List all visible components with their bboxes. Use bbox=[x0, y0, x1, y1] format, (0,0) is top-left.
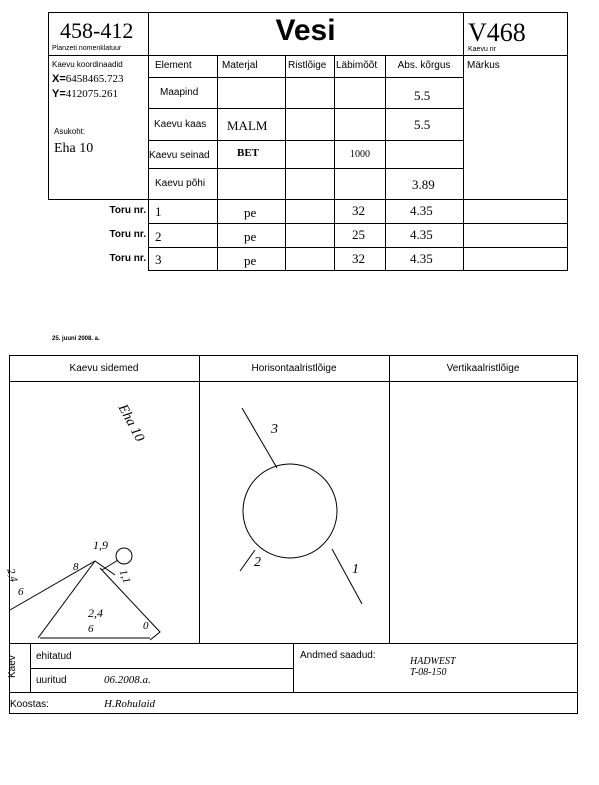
row-element: Kaevu põhi bbox=[155, 178, 206, 189]
well-id: V468 bbox=[468, 18, 526, 47]
sketch-6b: 6 bbox=[88, 623, 94, 635]
sketch-8: 8 bbox=[73, 561, 79, 573]
col-element: Element bbox=[155, 60, 192, 71]
pipe-height: 4.35 bbox=[410, 251, 433, 266]
row-diameter: 1000 bbox=[350, 149, 370, 160]
pipe-label: Toru nr. bbox=[109, 229, 146, 240]
pipe-height: 4.35 bbox=[410, 227, 433, 242]
row-height: 5.5 bbox=[414, 117, 431, 132]
col-material: Materjal bbox=[222, 60, 258, 71]
pipe-diameter: 25 bbox=[352, 227, 365, 242]
coord-x-value: 6458465.723 bbox=[65, 73, 124, 85]
data-source-value-1: HADWEST bbox=[410, 656, 456, 667]
coord-x-label: X= bbox=[52, 73, 66, 85]
surveyed-value: 06.2008.a. bbox=[104, 674, 151, 686]
pipe-num: 3 bbox=[155, 252, 162, 267]
author-value: H.Rohulaid bbox=[104, 698, 156, 710]
col-section: Ristlõige bbox=[288, 60, 327, 71]
col-vertical: Vertikaalristlõige bbox=[446, 363, 520, 374]
pipe-label: Toru nr. bbox=[109, 205, 146, 216]
location-value: Eha 10 bbox=[54, 141, 94, 156]
row-material: MALM bbox=[227, 118, 268, 133]
row-element: Kaevu seinad bbox=[149, 150, 210, 161]
pipe-material: pe bbox=[244, 253, 257, 268]
row-element: Kaevu kaas bbox=[154, 119, 207, 130]
col-height: Abs. kõrgus bbox=[397, 60, 451, 71]
pipe-height: 4.35 bbox=[410, 203, 433, 218]
row-height: 3.89 bbox=[412, 177, 435, 192]
sketch-11: 1,1 bbox=[116, 568, 133, 586]
pipe-1-label: 1 bbox=[352, 562, 359, 577]
location-label: Asukoht: bbox=[54, 127, 86, 136]
sketch-19: 1,9 bbox=[93, 538, 108, 552]
coord-y-value: 412075.261 bbox=[65, 88, 119, 100]
row-height: 5.5 bbox=[414, 88, 431, 103]
sketch-6a: 6 bbox=[18, 586, 24, 598]
row-element: Maapind bbox=[160, 87, 199, 98]
row-material: BET bbox=[237, 147, 260, 159]
pipe-diameter: 32 bbox=[352, 251, 365, 266]
coords-label: Kaevu koordinaadid bbox=[52, 60, 123, 69]
map-code: 458-412 bbox=[60, 18, 134, 43]
sketch-24b: 2,4 bbox=[88, 606, 103, 620]
col-remarks: Märkus bbox=[467, 60, 500, 71]
sketch-eha: Eha 10 bbox=[114, 402, 147, 445]
built-label: ehitatud bbox=[36, 651, 72, 662]
pipe-num: 1 bbox=[155, 204, 162, 219]
col-horizontal: Horisontaalristlõige bbox=[251, 363, 337, 374]
col-diameter: Läbimõõt bbox=[336, 60, 378, 71]
map-code-label: Planzeti nomenklatuur bbox=[52, 45, 122, 52]
pipe-material: pe bbox=[244, 229, 257, 244]
col-well-links: Kaevu sidemed bbox=[69, 363, 139, 374]
well-side-label: Kaev bbox=[7, 655, 18, 678]
pipe-3-label: 3 bbox=[271, 422, 278, 437]
date-note: 25. juuni 2008. a. bbox=[52, 336, 100, 342]
pipe-diameter: 32 bbox=[352, 203, 365, 218]
coord-y-label: Y= bbox=[52, 88, 66, 100]
sketch-0: 0 bbox=[143, 620, 149, 632]
sketch-24a: 2,4 bbox=[4, 567, 20, 584]
page-title: Vesi bbox=[275, 14, 336, 47]
pipe-label: Toru nr. bbox=[109, 253, 146, 264]
pipe-material: pe bbox=[244, 205, 257, 220]
data-source-value-2: T-08-150 bbox=[410, 667, 447, 678]
data-source-label: Andmed saadud: bbox=[300, 650, 376, 661]
pipe-num: 2 bbox=[155, 229, 162, 244]
pipe-2-label: 2 bbox=[254, 555, 261, 570]
surveyed-label: uuritud bbox=[36, 675, 67, 686]
author-label: Koostas: bbox=[10, 699, 49, 710]
well-id-label: Kaevu nr bbox=[468, 46, 497, 53]
